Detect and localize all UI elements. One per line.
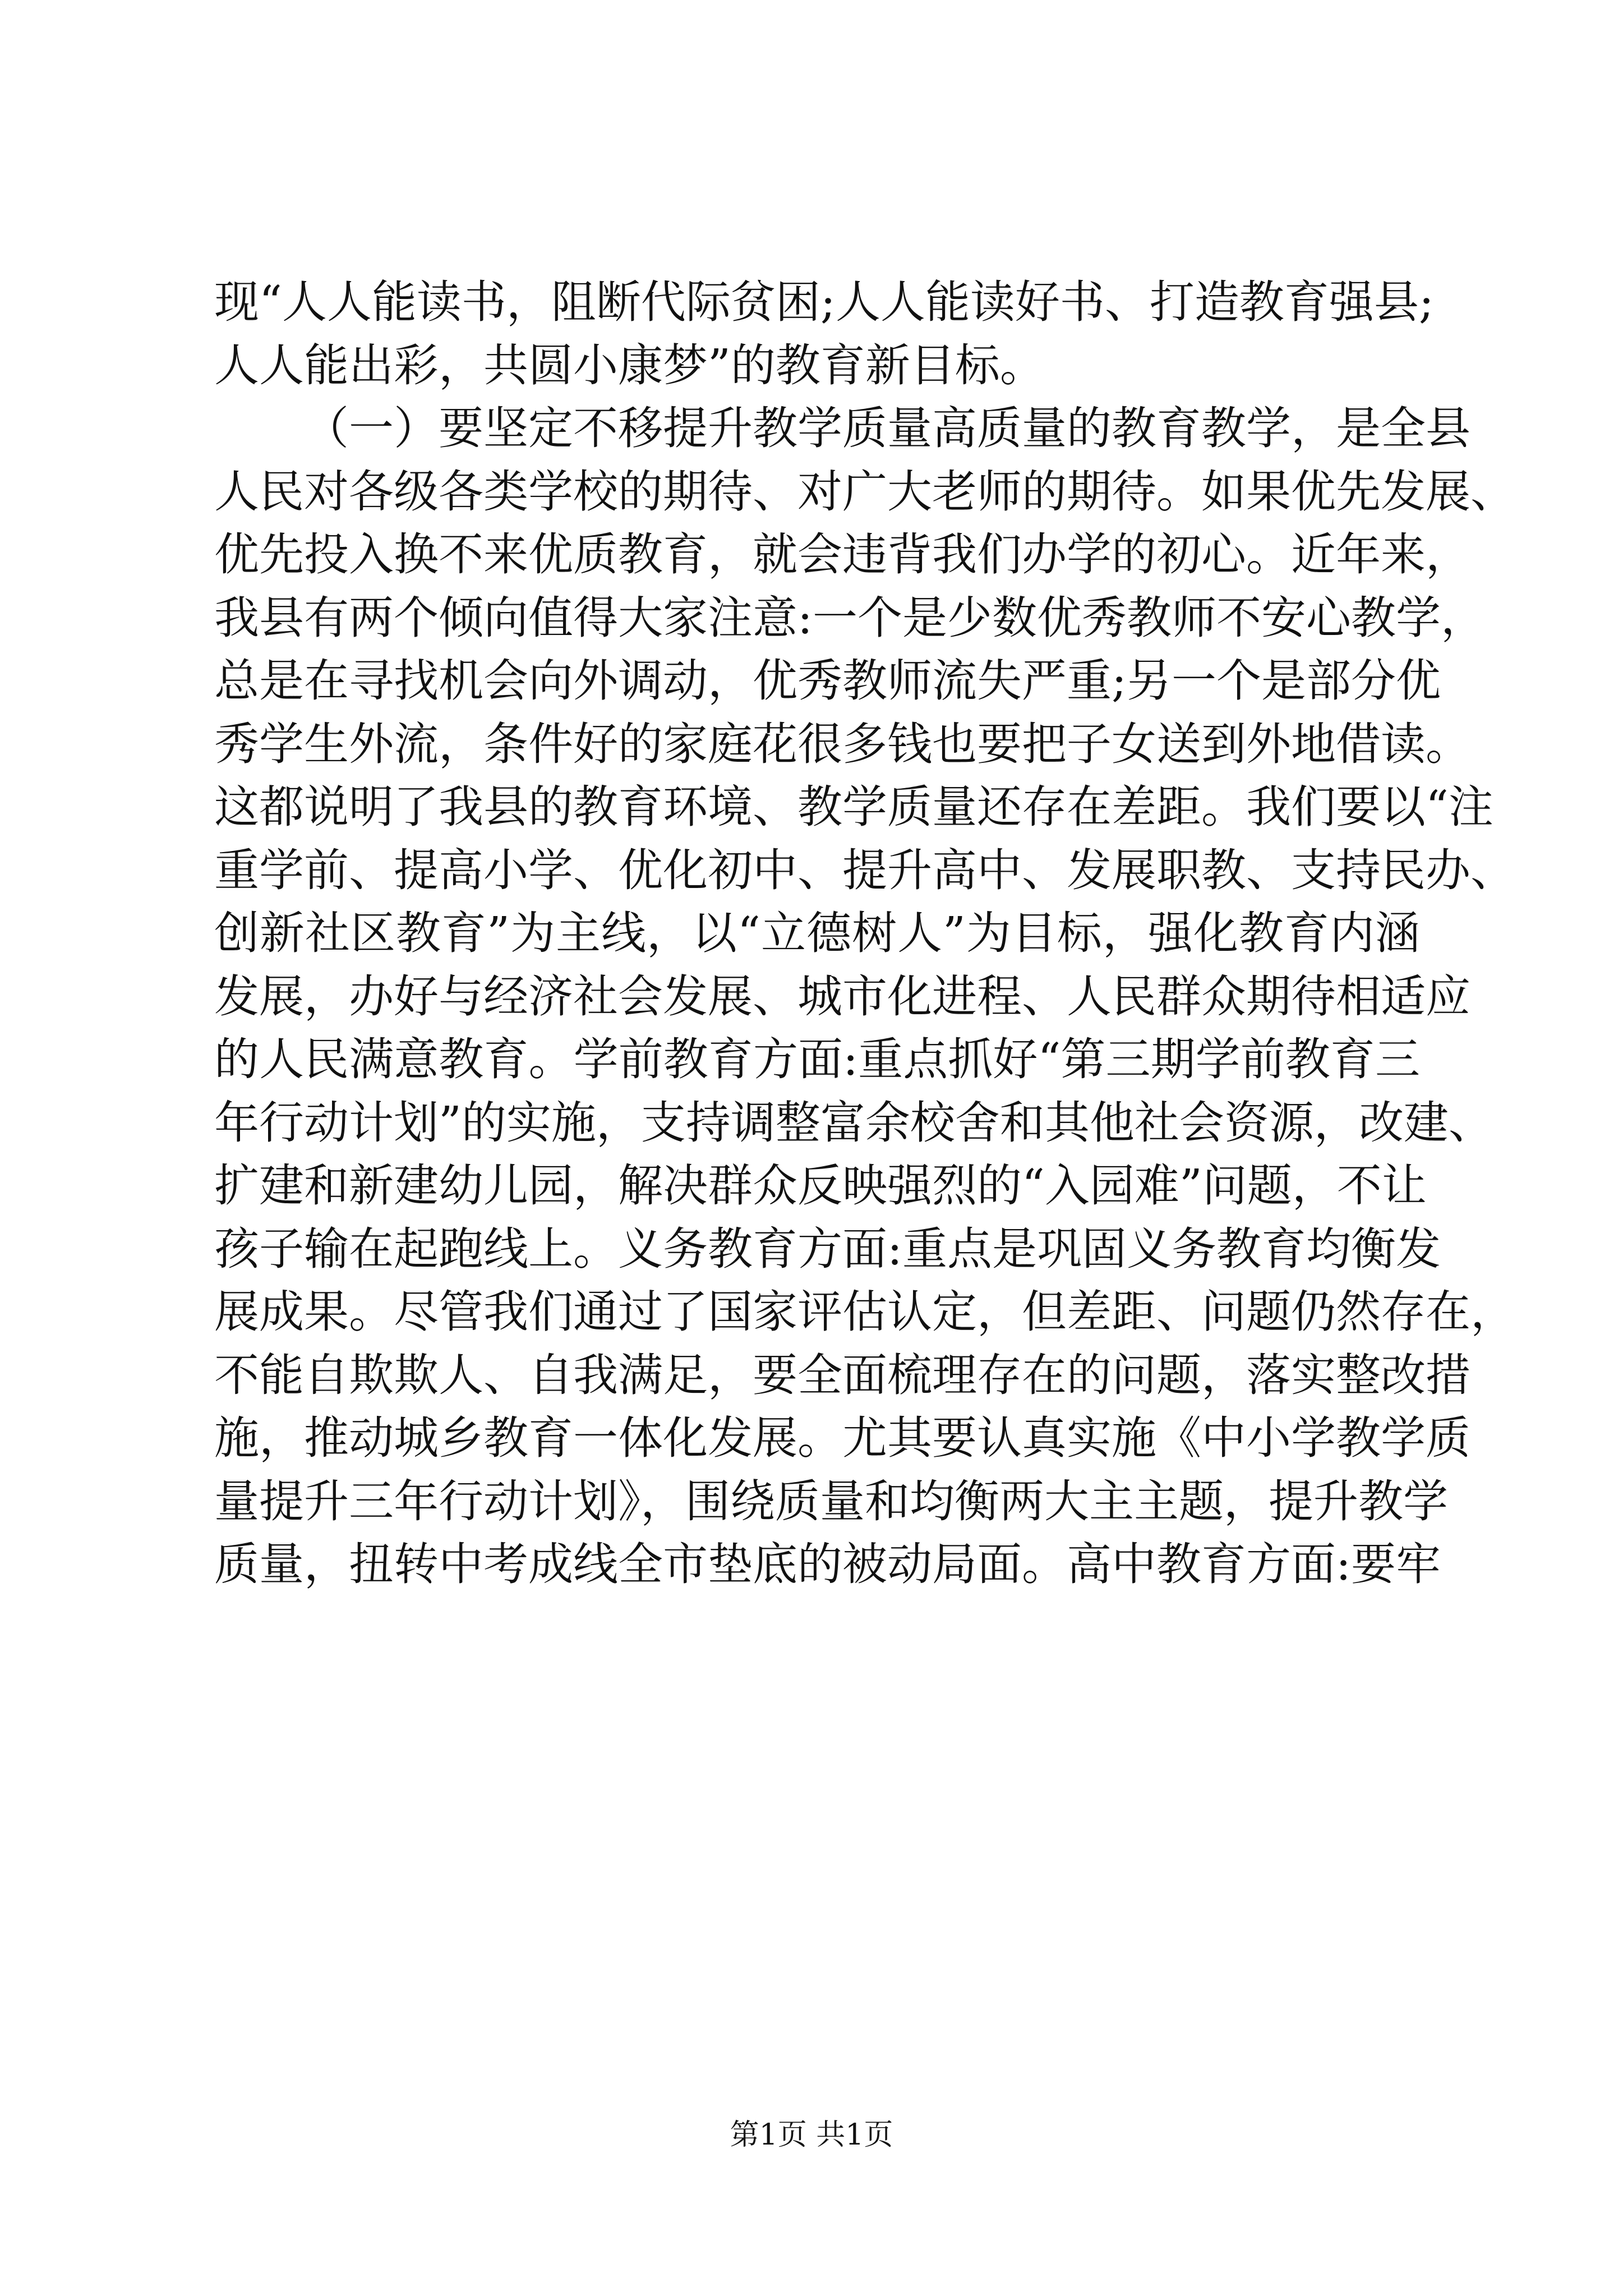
text-line: 扩建和新建幼儿园，解决群众反映强烈的“入园难”问题，不让 (214, 1159, 1427, 1212)
text-line: 这都说明了我县的教育环境、教学质量还存在差距。我们要以“注 (214, 781, 1493, 833)
text-line: 人民对各级各类学校的期待、对广大老师的期待。如果优先发展、 (214, 465, 1515, 518)
text-line: 质量，扭转中考成线全市垫底的被动局面。高中教育方面:要牢 (214, 1538, 1441, 1590)
document-body (214, 276, 1515, 1602)
text-line: 优先投入换不来优质教育，就会违背我们办学的初心。近年来， (214, 528, 1470, 581)
text-line: 重学前、提高小学、优化初中、提升高中、发展职教、支持民办、 (214, 844, 1515, 896)
page-footer: 第1页 共1页 (730, 2118, 893, 2152)
text-line: 现“人人能读书，阻断代际贫困;人人能读好书、打造教育强县; (214, 276, 1434, 328)
text-line: （一）要坚定不移提升教学质量高质量的教育教学，是全县 (304, 402, 1470, 454)
text-line: 孩子输在起跑线上。义务教育方面:重点是巩固义务教育均衡发 (214, 1222, 1441, 1275)
text-line: 年行动计划”的实施，支持调整富余校舍和其他社会资源，改建、 (214, 1096, 1493, 1149)
text-line: 施，推动城乡教育一体化发展。尤其要认真实施《中小学教学质 (214, 1412, 1470, 1464)
text-line: 展成果。尽管我们通过了国家评估认定，但差距、问题仍然存在， (214, 1286, 1515, 1338)
text-line: 秀学生外流，条件好的家庭花很多钱也要把子女送到外地借读。 (214, 717, 1470, 770)
text-line: 创新社区教育”为主线，以“立德树人”为目标，强化教育内涵 (214, 907, 1420, 959)
text-line: 的人民满意教育。学前教育方面:重点抓好“第三期学前教育三 (214, 1033, 1420, 1085)
text-line: 量提升三年行动计划》，围绕质量和均衡两大主主题，提升教学 (214, 1475, 1448, 1527)
text-line: 我县有两个倾向值得大家注意:一个是少数优秀教师不安心教学， (214, 591, 1486, 644)
text-line: 人人能出彩，共圆小康梦”的教育新目标。 (214, 339, 1045, 392)
text-line: 发展，办好与经济社会发展、城市化进程、人民群众期待相适应 (214, 970, 1470, 1023)
text-line: 不能自欺欺人、自我满足，要全面梳理存在的问题，落实整改措 (214, 1349, 1470, 1401)
text-line: 总是在寻找机会向外调动，优秀教师流失严重;另一个是部分优 (214, 655, 1441, 707)
